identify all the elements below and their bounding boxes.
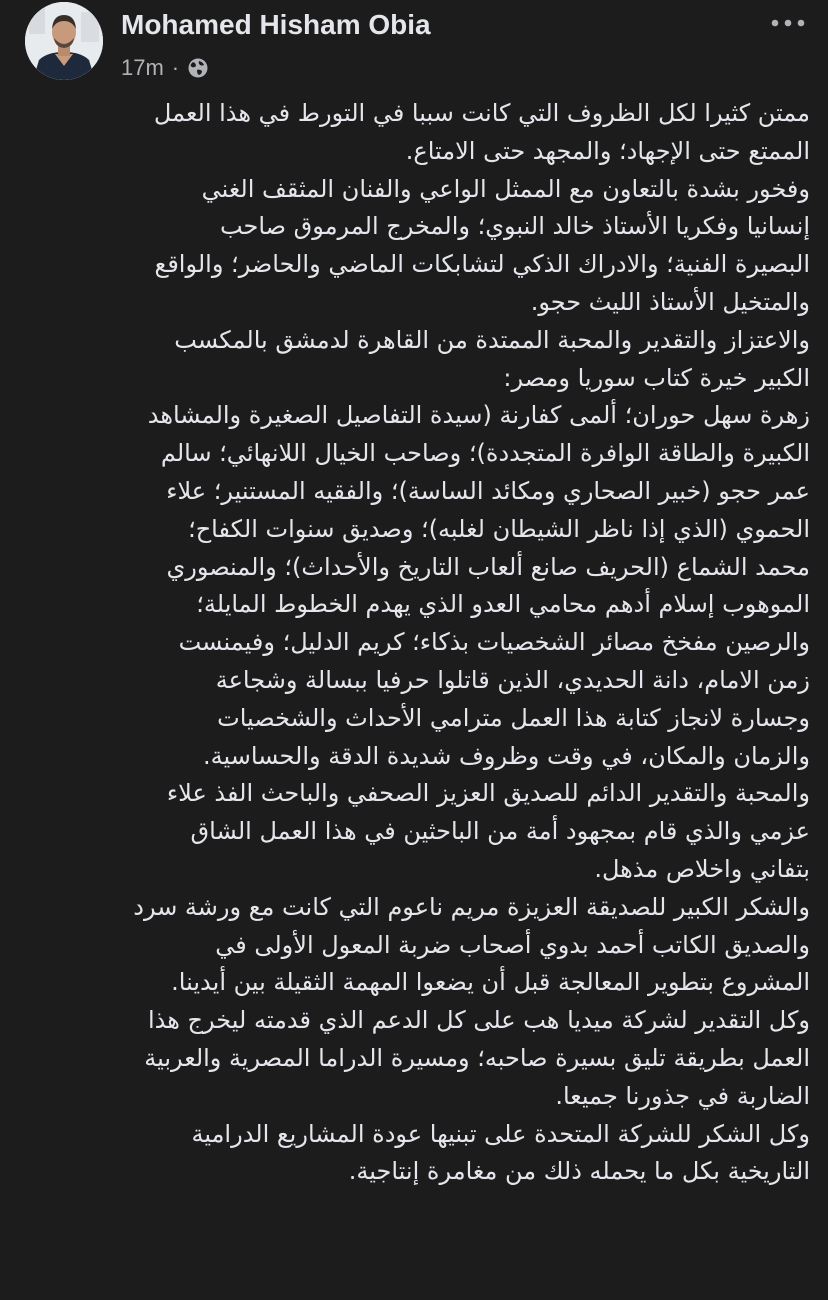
post-text-line: التاريخية بكل ما يحمله ذلك من مغامرة إنتاجية.	[348, 1157, 810, 1186]
more-options-button[interactable]	[768, 10, 808, 36]
post-header	[0, 0, 828, 90]
post-text-line: الممتع حتى الإجهاد؛ والمجهد حتى الامتاع.	[405, 136, 810, 165]
avatar[interactable]	[25, 2, 103, 80]
post-text-line: والرصين مفخخ مصائر الشخصيات بذكاء؛ كريم الدليل؛ وفيمنست	[178, 628, 810, 657]
post-text-line: بتفاني واخلاص مذهل.	[594, 854, 810, 883]
post-text-line: وفخور بشدة بالتعاون مع الممثل الواعي والفنان المثقف الغني	[201, 174, 810, 203]
author-name[interactable]: Mohamed Hisham Obia	[121, 9, 431, 40]
meta-separator: ·	[171, 55, 180, 80]
post-text-line: زمن الامام، دانة الحديدي، الذين قاتلوا حرفيا ببسالة وشجاعة	[215, 665, 810, 694]
post-text-line: الضاربة في جذورنا جميعا.	[555, 1081, 810, 1110]
post-text-line: والصديق الكاتب أحمد بدوي أصحاب ضربة المعول الأولى في	[215, 930, 810, 959]
post-text-line: والشكر الكبير للصديقة العزيزة مريم ناعوم التي كانت مع ورشة سرد	[133, 892, 810, 921]
post-text-line: الكبير خيرة كتاب سوريا ومصر:	[503, 363, 810, 392]
post-text-line: والاعتزاز والتقدير والمحبة الممتدة من القاهرة لدمشق بالمكسب	[174, 325, 810, 354]
post-text-line: عزمي والذي قام بمجهود أمة من الباحثين في هذا العمل الشاق	[190, 817, 810, 846]
post-text-line: إنسانيا وفكريا الأستاذ خالد النبوي؛ والمخرج المرموق صاحب	[219, 212, 810, 241]
post-timestamp[interactable]: 17m	[121, 55, 164, 80]
globe-icon[interactable]	[187, 57, 209, 79]
post-text-line: العمل بطريقة تليق بسيرة صاحبه؛ ومسيرة الدراما المصرية والعربية	[144, 1043, 810, 1072]
post-text-line: الكبيرة والطاقة الوافرة المتجددة)؛ وصاحب الخيال اللانهائي؛ سالم	[160, 439, 810, 468]
avatar-image	[25, 2, 103, 80]
post-text-line: والمتخيل الأستاذ الليث حجو.	[530, 287, 810, 316]
more-options-icon	[770, 18, 806, 28]
post-text-line: المشروع بتطوير المعالجة قبل أن يضعوا المهمة الثقيلة بين أيدينا.	[171, 968, 810, 997]
post-text-line: وكل الشكر للشركة المتحدة على تبنيها عودة المشاريع الدرامية	[191, 1119, 810, 1148]
post-text-line: ممتن كثيرا لكل الظروف التي كانت سببا في التورط في هذا العمل	[153, 99, 810, 127]
post-text-line: زهرة سهل حوران؛ ألمى كفارنة (سيدة التفاصيل الصغيرة والمشاهد	[147, 401, 810, 430]
post-text-line: محمد الشماع (الحريف صانع ألعاب التاريخ والأحداث)؛ والمنصوري	[166, 552, 810, 581]
post-text-line: وكل التقدير لشركة ميديا هب على كل الدعم الذي قدمته ليخرج هذا	[147, 1006, 810, 1035]
post-text-line: وجسارة لانجاز كتابة هذا العمل مترامي الأحداث والشخصيات	[217, 703, 810, 732]
post-text-line: والزمان والمكان، في وقت وظروف شديدة الدقة والحساسية.	[202, 741, 810, 770]
post-text	[20, 95, 810, 1191]
post-meta	[121, 55, 209, 81]
post-text-line: البصيرة الفنية؛ والادراك الذكي لتشابكات الماضي والحاضر؛ والواقع	[154, 250, 810, 279]
post-text-line: الموهوب إسلام أدهم محامي العدو الذي يهدم الخطوط المايلة؛	[196, 590, 810, 619]
post-text-line: عمر حجو (خبير الصحاري ومكائد الساسة)؛ والفقيه المستنير؛ علاء	[166, 476, 810, 505]
post-text-line: والمحبة والتقدير الدائم للصديق العزيز الصحفي والباحث الفذ علاء	[166, 779, 810, 808]
post-text-line: الحموي (الذي إذا ناظر الشيطان لغلبه)؛ وصديق سنوات الكفاح؛	[188, 514, 810, 543]
